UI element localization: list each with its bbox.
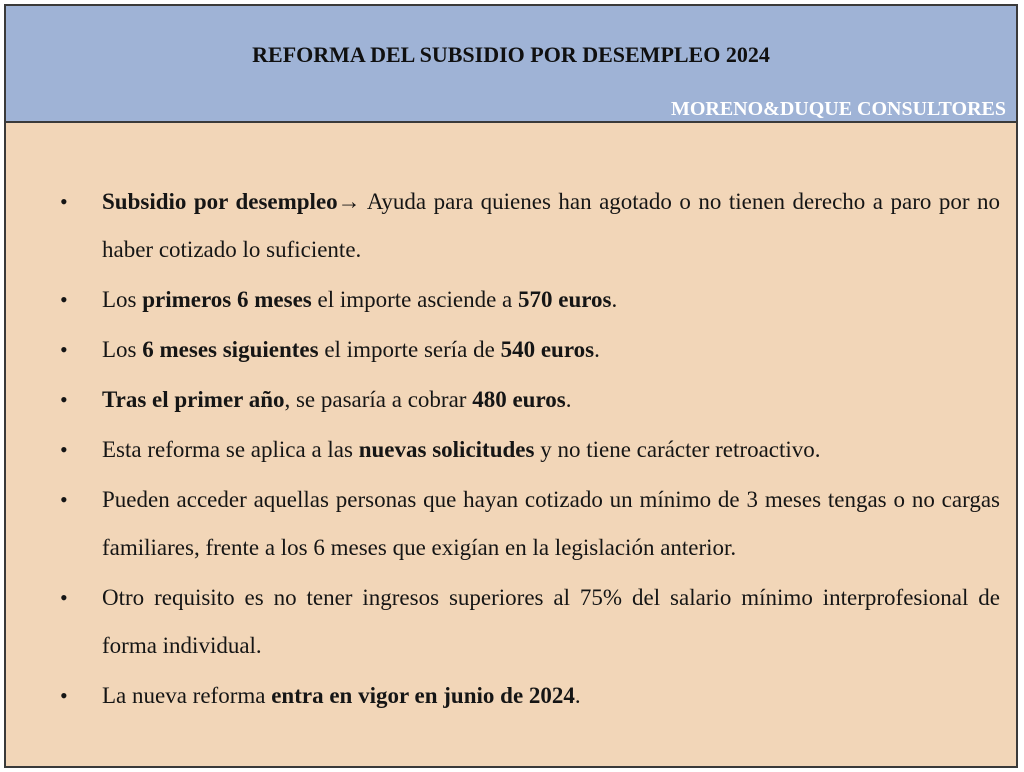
bullet-icon: •: [60, 437, 68, 462]
bullet-icon: •: [60, 585, 68, 610]
text: .: [594, 337, 600, 362]
text: el importe asciende a: [311, 287, 519, 312]
text: Ayuda para quienes han agotado o no tienen derecho a paro por no haber cotizado lo suficiente.: [102, 189, 1000, 262]
list-item: [6, 326, 1016, 374]
list-item: [6, 574, 1016, 670]
text: Los: [102, 337, 143, 362]
text: Pueden acceder aquellas personas que hayan cotizado un mínimo de 3 meses tengas o no cargas familiares, frente a los 6 meses que exigían en la legislación anterior.: [102, 487, 1000, 560]
bullet-list: [6, 178, 1016, 722]
text: el importe sería de: [318, 337, 501, 362]
text: Los: [102, 287, 143, 312]
text: .: [574, 683, 581, 708]
bold-text: 480 euros: [472, 387, 566, 412]
bullet-icon: •: [60, 683, 68, 708]
header-band: [6, 6, 1016, 123]
list-item: [6, 376, 1016, 424]
bold-text: primeros 6 meses: [142, 287, 312, 312]
bold-text: entra en vigor en junio de 2024: [271, 683, 575, 708]
text: .: [611, 287, 618, 312]
bold-text: Subsidio por desempleo: [102, 189, 338, 214]
document-panel: [4, 4, 1018, 768]
list-item: [6, 276, 1016, 324]
bold-text: →: [337, 189, 361, 214]
bold-text: 570 euros: [518, 287, 612, 312]
bullet-icon: •: [60, 337, 68, 362]
list-item: [6, 672, 1016, 720]
text: , se pasaría a cobrar: [284, 387, 473, 412]
list-item: [6, 178, 1016, 274]
list-item: [6, 476, 1016, 572]
text: Esta reforma se aplica a las: [102, 437, 359, 462]
text: Otro requisito es no tener ingresos superiores al 75% del salario mínimo interprofesional de forma individual.: [102, 585, 1000, 658]
bullet-icon: •: [60, 487, 68, 512]
brand-name: MORENO&DUQUE CONSULTORES: [670, 98, 1006, 120]
bullet-icon: •: [60, 287, 68, 312]
bullet-icon: •: [60, 189, 68, 214]
bullet-icon: •: [60, 387, 68, 412]
page-title: REFORMA DEL SUBSIDIO POR DESEMPLEO 2024: [252, 42, 770, 67]
bold-text: 540 euros: [500, 337, 595, 362]
bold-text: 6 meses siguientes: [142, 337, 319, 362]
text: La nueva reforma: [102, 683, 272, 708]
bold-text: Tras el primer año: [102, 387, 285, 412]
bold-text: nuevas solicitudes: [358, 437, 535, 462]
text: .: [565, 387, 572, 412]
list-item: [6, 426, 1016, 474]
text: y no tiene carácter retroactivo.: [534, 437, 821, 462]
